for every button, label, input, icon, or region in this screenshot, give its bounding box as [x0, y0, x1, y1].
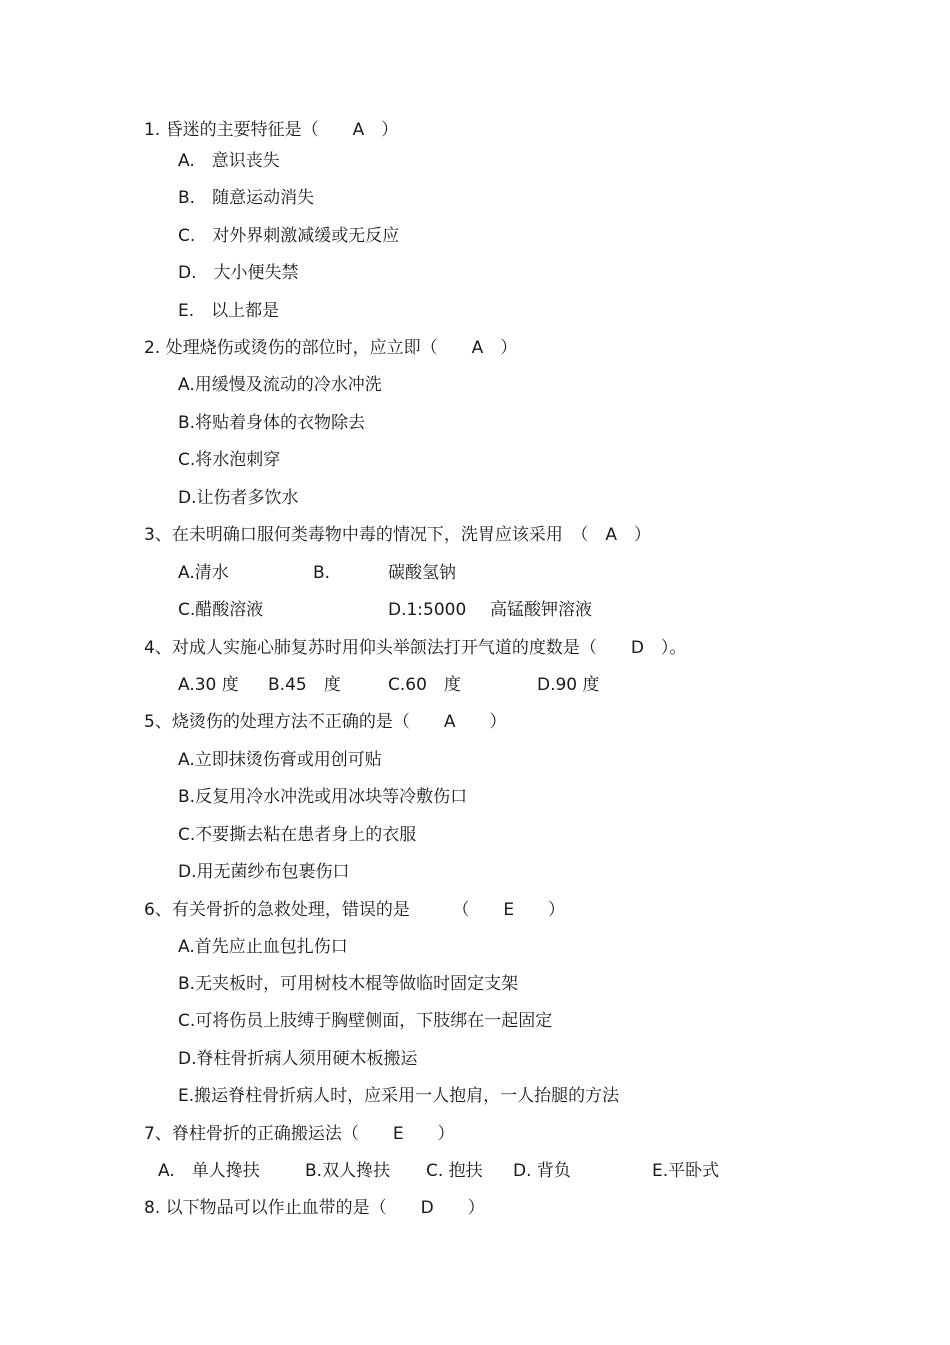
question-6-option-c: C.可将伤员上肢缚于胸壁侧面，下肢绑在一起固定: [178, 1011, 553, 1031]
question-5-option-d: D.用无菌纱布包裹伤口: [178, 862, 350, 882]
question-6-option-e: E.搬运脊柱骨折病人时，应采用一人抱肩，一人抬腿的方法: [178, 1086, 620, 1106]
question-7-option-c: C. 抱扶: [426, 1161, 483, 1181]
question-1-option-e: E. 以上都是: [178, 301, 280, 321]
question-5-option-a: A.立即抹烫伤膏或用创可贴: [178, 750, 382, 770]
question-4-option-b: B.45 度: [268, 675, 341, 695]
question-3-option-b-letter: B.: [313, 563, 331, 583]
question-3-option-c: C.醋酸溶液: [178, 600, 264, 620]
question-3-option-d-text: 高锰酸钾溶液: [490, 600, 592, 620]
question-4-option-a: A.30 度: [178, 675, 239, 695]
question-6-stem: 6、有关骨折的急救处理，错误的是 （ E ）: [144, 900, 566, 920]
question-5-option-b: B.反复用冷水冲洗或用冰块等冷敷伤口: [178, 787, 468, 807]
question-3-stem: 3、在未明确口服何类毒物中毒的情况下，洗胃应该采用 （ A ）: [144, 525, 651, 545]
question-2-option-a: A.用缓慢及流动的冷水冲洗: [178, 375, 382, 395]
question-4-option-c: C.60 度: [388, 675, 461, 695]
question-2-option-b: B.将贴着身体的衣物除去: [178, 413, 366, 433]
question-5-stem: 5、烧烫伤的处理方法不正确的是（ A ）: [144, 712, 507, 732]
question-2-option-d: D.让伤者多饮水: [178, 488, 299, 508]
question-2-option-c: C.将水泡刺穿: [178, 450, 281, 470]
question-3-option-d-letter: D.1:5000: [388, 600, 467, 620]
question-6-option-d: D.脊柱骨折病人须用硬木板搬运: [178, 1049, 418, 1069]
question-1-stem: 1. 昏迷的主要特征是（ A ）: [144, 120, 399, 140]
question-4-option-d: D.90 度: [537, 675, 600, 695]
question-8-stem: 8. 以下物品可以作止血带的是（ D ）: [144, 1198, 485, 1218]
question-7-option-a: A. 单人搀扶: [158, 1161, 260, 1181]
question-3-option-a: A.清水: [178, 563, 229, 583]
question-5-option-c: C.不要撕去粘在患者身上的衣服: [178, 825, 417, 845]
question-7-stem: 7、脊柱骨折的正确搬运法（ E ）: [144, 1124, 455, 1144]
question-7-option-d: D. 背负: [513, 1161, 571, 1181]
question-3-option-b-text: 碳酸氢钠: [388, 563, 456, 583]
question-1-option-c: C. 对外界刺激减缓或无反应: [178, 226, 400, 246]
question-7-option-b: B.双人搀扶: [305, 1161, 391, 1181]
question-7-option-e: E.平卧式: [652, 1161, 720, 1181]
question-2-stem: 2. 处理烧伤或烫伤的部位时，应立即（ A ）: [144, 338, 518, 358]
question-1-option-b: B. 随意运动消失: [178, 188, 315, 208]
question-6-option-a: A.首先应止血包扎伤口: [178, 937, 348, 957]
question-6-option-b: B.无夹板时，可用树枝木棍等做临时固定支架: [178, 974, 519, 994]
question-4-stem: 4、对成人实施心肺复苏时用仰头举颌法打开气道的度数是（ D ）。: [144, 638, 687, 658]
question-1-option-d: D. 大小便失禁: [178, 263, 299, 283]
question-1-option-a: A. 意识丧失: [178, 151, 280, 171]
